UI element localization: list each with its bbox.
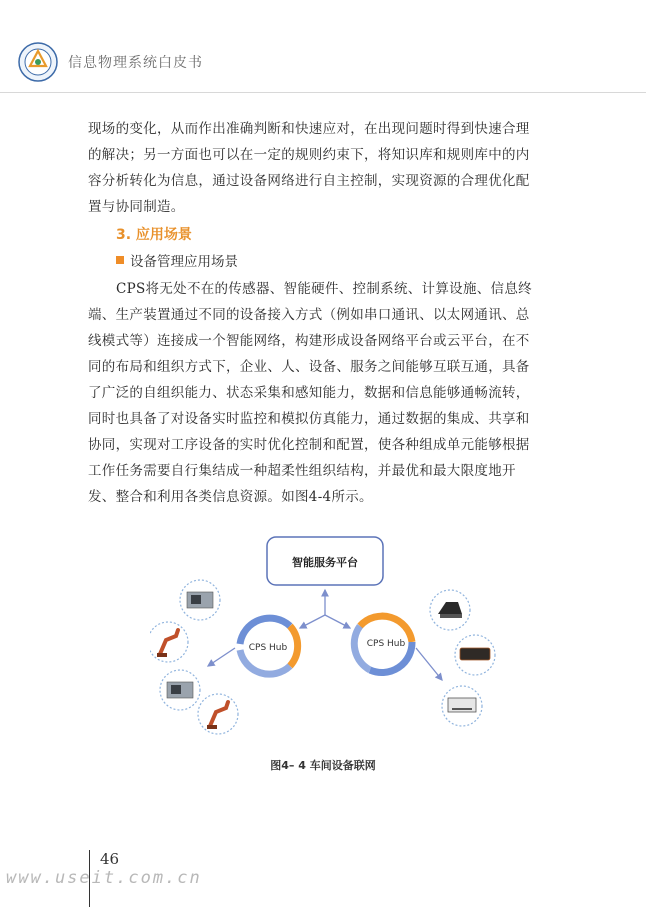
range-hood-icon	[430, 590, 470, 630]
robot-arm-icon	[150, 622, 188, 662]
paragraph-line: 端、生产装置通过不同的设备接入方式（例如串口通讯、以太网通讯、总	[88, 307, 530, 323]
header-divider	[0, 92, 646, 93]
cps-hub-right	[354, 616, 412, 672]
robot-arm-icon	[198, 694, 238, 734]
paragraph-line: 发、整合和利用各类信息资源。如图4-4所示。	[88, 489, 373, 505]
paragraph-line: 现场的变化，从而作出准确判断和快速应对，在出现问题时得到快速合理	[88, 121, 530, 137]
bullet-item	[116, 250, 238, 270]
air-conditioner-icon	[442, 686, 482, 726]
bullet-label: 设备管理应用场景	[130, 254, 238, 270]
cnc-machine-icon	[180, 580, 220, 620]
paragraph-line: CPS将无处不在的传感器、智能硬件、控制系统、计算设施、信息终	[116, 281, 532, 297]
paragraph-1	[88, 116, 566, 220]
cooktop-icon	[455, 635, 495, 675]
paragraph-line: 协同，实现对工序设备的实时优化控制和配置，使各种组成单元能够根据	[88, 437, 530, 453]
paragraph-line: 容分析转化为信息，通过设备网络进行自主控制，实现资源的合理优化配	[88, 173, 530, 189]
logo-icon	[18, 42, 58, 82]
watermark: www.useit.com.cn	[6, 868, 202, 888]
cnc-machine-icon	[160, 670, 200, 710]
page-number: 46	[100, 850, 120, 868]
paragraph-line: 同时也具备了对设备实时监控和模拟仿真能力，通过数据的集成、共享和	[88, 411, 530, 427]
page-header	[18, 40, 203, 84]
paragraph-line: 同的布局和组织方式下，企业、人、设备、服务之间能够互联互通，具备	[88, 359, 530, 375]
workshop-network-diagram	[150, 530, 500, 740]
paragraph-2	[88, 276, 566, 510]
header-title: 信息物理系统白皮书	[68, 55, 203, 71]
hub-left-label: CPS Hub	[248, 643, 288, 653]
bullet-square-icon	[116, 256, 124, 264]
paragraph-line: 的解决；另一方面也可以在一定的规则约束下，将知识库和规则库中的内	[88, 147, 530, 163]
paragraph-line: 了广泛的自组织能力、状态采集和感知能力，数据和信息能够通畅流转，	[88, 385, 530, 401]
platform-label: 智能服务平台	[292, 556, 358, 569]
cps-hub-left	[240, 618, 298, 674]
section-heading: 3. 应用场景	[116, 227, 192, 243]
hub-right-label: CPS Hub	[366, 639, 406, 649]
figure-caption: 图4– 4 车间设备联网	[270, 759, 376, 772]
paragraph-line: 线模式等）连接成一个智能网络，构建形成设备网络平台或云平台，在不	[88, 333, 530, 349]
paragraph-line: 置与协同制造。	[88, 199, 185, 215]
paragraph-line: 工作任务需要自行集结成一种超柔性组织结构，并最优和最大限度地开	[88, 463, 516, 479]
